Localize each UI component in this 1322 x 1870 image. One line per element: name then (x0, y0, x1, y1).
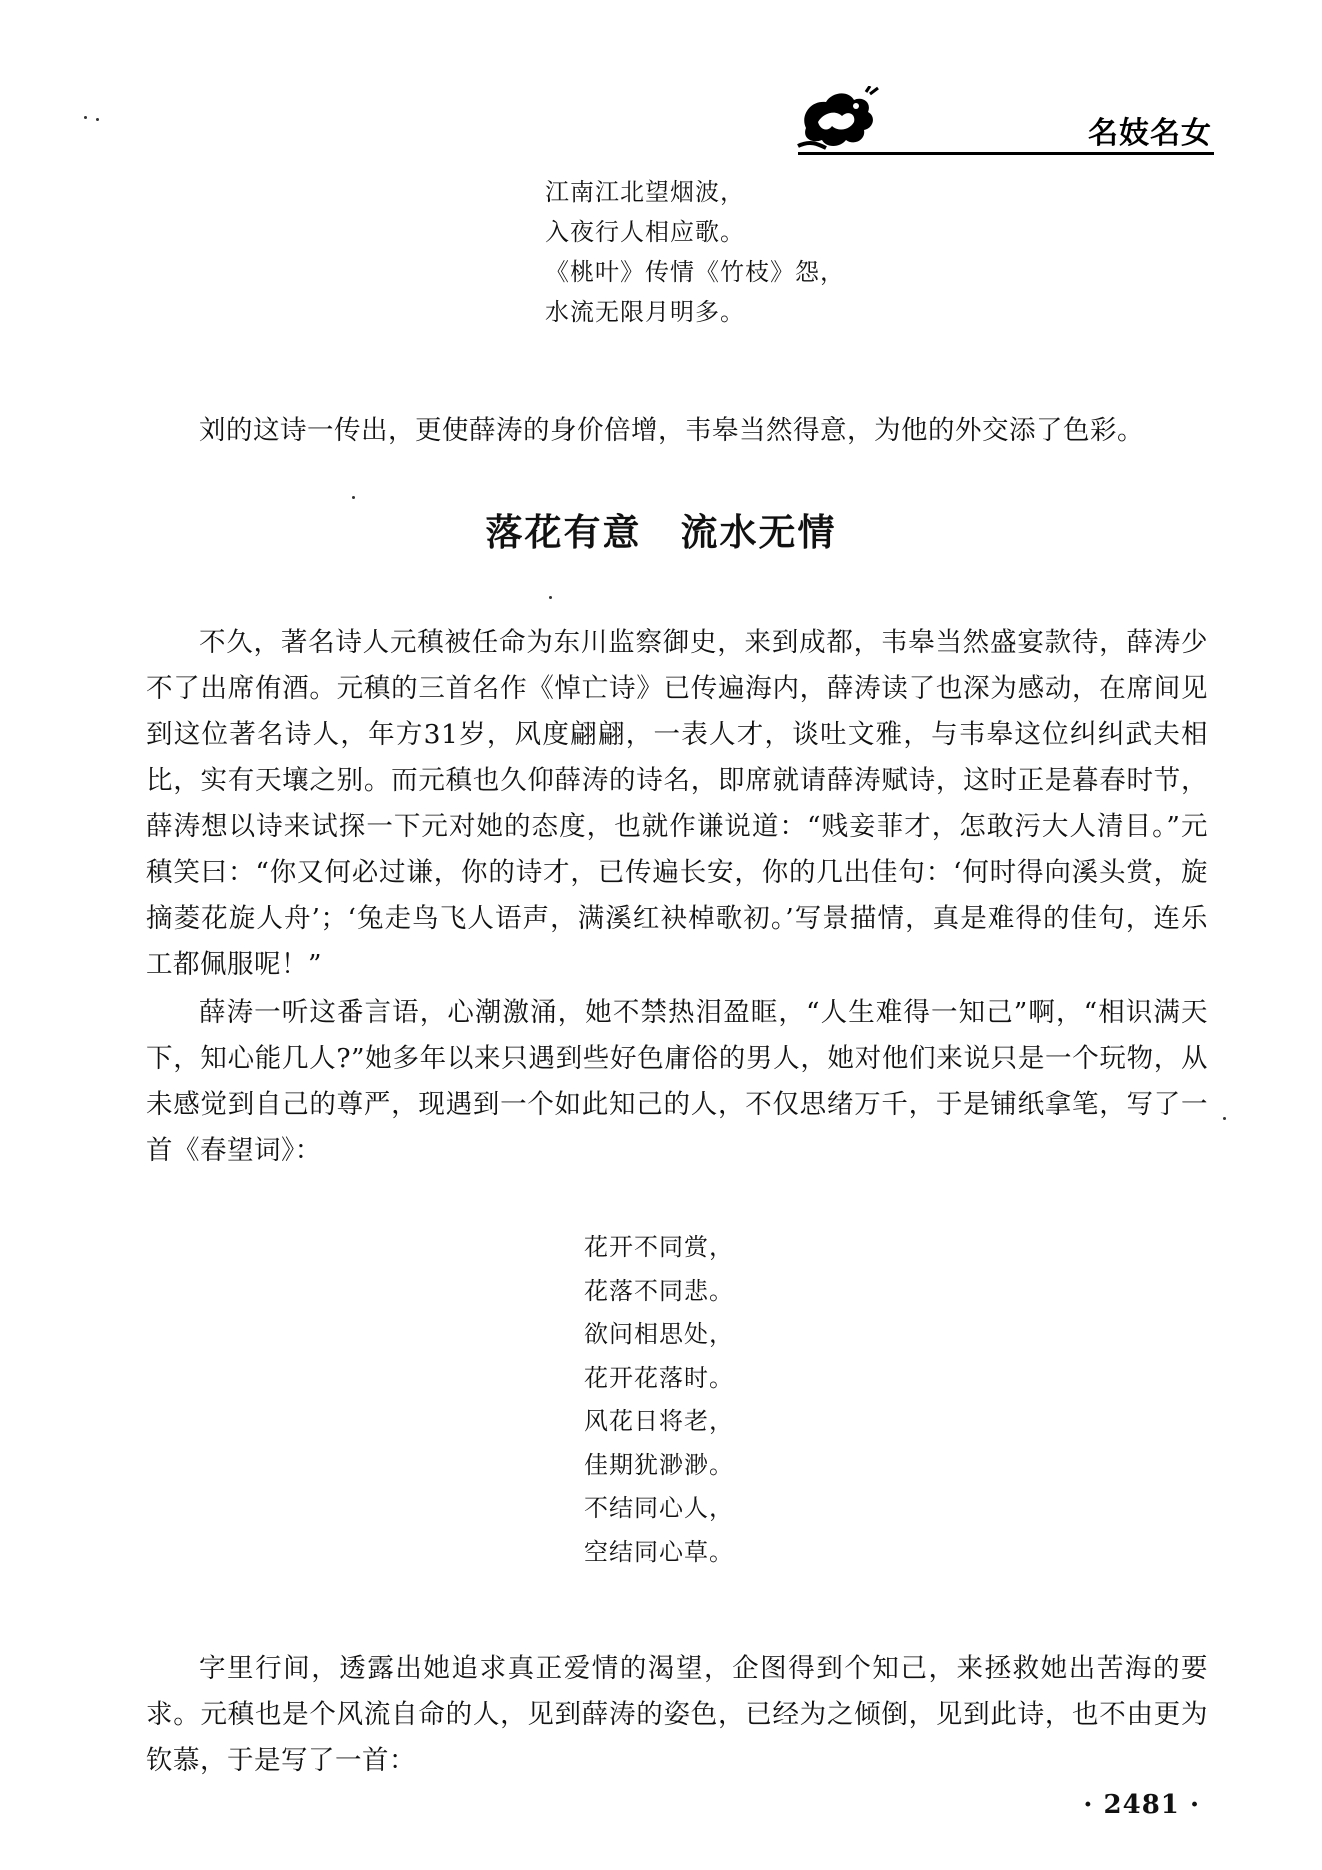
scan-speck (96, 118, 99, 121)
poem-line: 水流无限月明多。 (545, 298, 745, 326)
page-number: · 2481 · (1083, 1790, 1200, 1820)
poem-line: 花开花落时。 (584, 1363, 734, 1392)
poem-line: 入夜行人相应歌。 (545, 218, 745, 246)
poem-line: 欲问相思处， (584, 1320, 734, 1348)
scan-speck (352, 496, 355, 499)
poem-line: 《桃叶》传情《竹枝》怨， (545, 258, 845, 286)
paragraph: 刘的这诗一传出，更使薛涛的身价倍增，韦皋当然得意，为他的外交添了色彩。 (199, 415, 1144, 446)
scan-speck (84, 116, 87, 119)
paragraph: 薛涛一听这番言语，心潮激涌，她不禁热泪盈眶，“人生难得一知己”啊，“相识满天下，知心能几人?”她多年以来只遇到些好色庸俗的男人，她对他们来说只是一个玩物，从未感觉到自己的尊严，现遇到一个如此知己的人，不仅思绪万千，于是铺纸拿笔，写了一首《春望词》： (146, 997, 1208, 1166)
section-heading: 落花有意 流水无情 (485, 511, 837, 554)
paragraph: 不久，著名诗人元稹被任命为东川监察御史，来到成都，韦皋当然盛宴款待，薛涛少不了出席侑酒。元稹的三首名作《悼亡诗》已传遍海内，薛涛读了也深为感动，在席间见到这位著名诗人，年方31岁，风度翩翩，一表人才，谈吐文雅，与韦皋这位纠纠武夫相比，实有天壤之别。而元稹也久仰薛涛的诗名，即席就请薛涛赋诗，这时正是暮春时节，薛涛想以诗来试探一下元对她的态度，也就作谦说道：“贱妾菲才，怎敢污大人清目。”元稹笑曰：“你又何必过谦，你的诗才，已传遍长安，你的几出佳句：‘何时得向溪头赏，旋摘菱花旋人舟’；‘兔走鸟飞人语声，满溪红袂棹歌初。’写景描情，真是难得的佳句，连乐工都佩服呢！” (146, 627, 1208, 980)
poem-line: 不结同心人， (584, 1494, 734, 1522)
paragraph: 字里行间，透露出她追求真正爱情的渴望，企图得到个知己，来拯救她出苦海的要求。元稹也是个风流自命的人，见到薛涛的姿色，已经为之倾倒，见到此诗，也不由更为钦慕，于是写了一首： (146, 1653, 1208, 1776)
running-title: 名妓名女 (1088, 116, 1212, 151)
poem-2 (584, 1226, 734, 1574)
dragon-emblem-icon (796, 86, 882, 152)
poem-line: 花开不同赏， (584, 1233, 734, 1261)
poem-line: 风花日将老， (584, 1407, 734, 1435)
poem-line: 空结同心草。 (584, 1537, 734, 1566)
poem-1 (545, 172, 845, 332)
poem-line: 佳期犹渺渺。 (584, 1450, 734, 1479)
header-rule (798, 152, 1214, 155)
poem-line: 花落不同悲。 (584, 1276, 734, 1305)
scan-speck (549, 596, 552, 599)
poem-line: 江南江北望烟波， (545, 178, 745, 206)
scan-speck (1223, 1117, 1226, 1120)
